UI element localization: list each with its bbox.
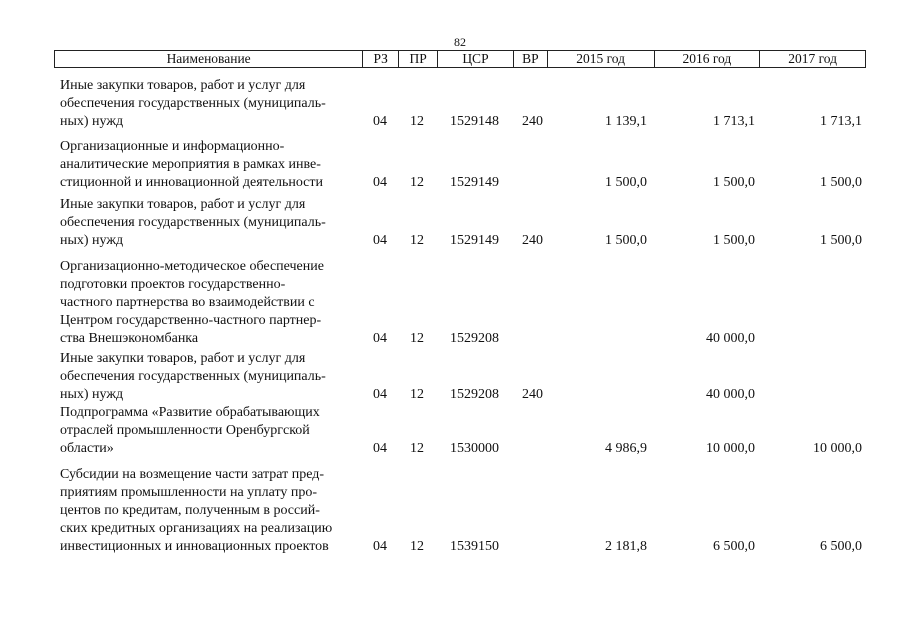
row-name-line: Иные закупки товаров, работ и услуг для xyxy=(60,197,306,212)
cell-vr: 240 xyxy=(522,114,543,129)
cell-pr: 12 xyxy=(410,331,424,346)
row-name xyxy=(60,404,370,458)
header-2017: 2017 год xyxy=(759,51,865,67)
cell-csr: 1529208 xyxy=(450,387,499,402)
cell-y2016: 10 000,0 xyxy=(706,441,755,456)
cell-y2016: 6 500,0 xyxy=(713,539,755,554)
page-number: 82 xyxy=(454,35,466,49)
row-name-line: Подпрограмма «Развитие обрабатывающих xyxy=(60,405,320,420)
cell-y2017: 1 713,1 xyxy=(820,114,862,129)
cell-pr: 12 xyxy=(410,441,424,456)
cell-rz: 04 xyxy=(373,331,387,346)
row-name-line: аналитические мероприятия в рамках инве- xyxy=(60,157,321,172)
cell-pr: 12 xyxy=(410,387,424,402)
row-name-line: ных) нужд xyxy=(60,387,124,402)
row-name xyxy=(60,77,370,131)
row-name-line: обеспечения государственных (муниципаль- xyxy=(60,369,326,384)
cell-rz: 04 xyxy=(373,114,387,129)
cell-csr: 1529148 xyxy=(450,114,499,129)
cell-y2015: 4 986,9 xyxy=(605,441,647,456)
cell-pr: 12 xyxy=(410,114,424,129)
cell-rz: 04 xyxy=(373,233,387,248)
cell-y2015: 1 500,0 xyxy=(605,175,647,190)
row-name xyxy=(60,466,370,556)
row-name xyxy=(60,138,370,192)
cell-y2016: 1 500,0 xyxy=(713,175,755,190)
cell-y2015: 1 500,0 xyxy=(605,233,647,248)
table-header xyxy=(54,50,866,68)
cell-vr: 240 xyxy=(522,233,543,248)
cell-y2017: 1 500,0 xyxy=(820,175,862,190)
header-vr: ВР xyxy=(513,51,547,67)
cell-y2016: 1 500,0 xyxy=(713,233,755,248)
row-name-line: ных) нужд xyxy=(60,233,124,248)
header-2015: 2015 год xyxy=(547,51,654,67)
row-name-line: Организационные и информационно- xyxy=(60,139,285,154)
row-name-line: приятиям промышленности на уплату про- xyxy=(60,485,318,500)
cell-y2016: 1 713,1 xyxy=(713,114,755,129)
cell-y2017: 6 500,0 xyxy=(820,539,862,554)
row-name-line: ных) нужд xyxy=(60,114,124,129)
row-name-line: стиционной и инновационной деятельности xyxy=(60,175,323,190)
row-name xyxy=(60,258,370,348)
cell-csr: 1529149 xyxy=(450,175,499,190)
cell-y2015: 1 139,1 xyxy=(605,114,647,129)
cell-y2016: 40 000,0 xyxy=(706,387,755,402)
header-csr: ЦСР xyxy=(437,51,513,67)
header-rz: РЗ xyxy=(362,51,398,67)
row-name-line: Иные закупки товаров, работ и услуг для xyxy=(60,78,306,93)
cell-rz: 04 xyxy=(373,175,387,190)
cell-csr: 1529208 xyxy=(450,331,499,346)
cell-vr: 240 xyxy=(522,387,543,402)
cell-y2017: 1 500,0 xyxy=(820,233,862,248)
row-name-line: Организационно-методическое обеспечение xyxy=(60,259,324,274)
cell-y2017: 10 000,0 xyxy=(813,441,862,456)
row-name-line: Субсидии на возмещение части затрат пред- xyxy=(60,467,325,482)
row-name-line: Иные закупки товаров, работ и услуг для xyxy=(60,351,306,366)
row-name-line: отраслей промышленности Оренбургской xyxy=(60,423,310,438)
cell-y2016: 40 000,0 xyxy=(706,331,755,346)
cell-rz: 04 xyxy=(373,387,387,402)
cell-rz: 04 xyxy=(373,539,387,554)
cell-pr: 12 xyxy=(410,233,424,248)
row-name-line: области» xyxy=(60,441,114,456)
row-name xyxy=(60,350,370,404)
header-2016: 2016 год xyxy=(654,51,760,67)
row-name-line: подготовки проектов государственно- xyxy=(60,277,286,292)
cell-csr: 1530000 xyxy=(450,441,499,456)
row-name-line: центов по кредитам, полученным в россий- xyxy=(60,503,320,518)
row-name-line: обеспечения государственных (муниципаль- xyxy=(60,96,326,111)
header-pr: ПР xyxy=(398,51,437,67)
row-name-line: частного партнерства во взаимодействии с xyxy=(60,295,315,310)
row-name-line: инвестиционных и инновационных проектов xyxy=(60,539,329,554)
row-name-line: обеспечения государственных (муниципаль- xyxy=(60,215,326,230)
cell-csr: 1539150 xyxy=(450,539,499,554)
cell-y2015: 2 181,8 xyxy=(605,539,647,554)
row-name-line: ских кредитных организациях на реализацию xyxy=(60,521,333,536)
cell-pr: 12 xyxy=(410,175,424,190)
header-name: Наименование xyxy=(166,51,251,66)
row-name xyxy=(60,196,370,250)
row-name-line: ства Внешэкономбанка xyxy=(60,331,199,346)
cell-rz: 04 xyxy=(373,441,387,456)
cell-pr: 12 xyxy=(410,539,424,554)
row-name-line: Центром государственно-частного партнер- xyxy=(60,313,322,328)
cell-csr: 1529149 xyxy=(450,233,499,248)
